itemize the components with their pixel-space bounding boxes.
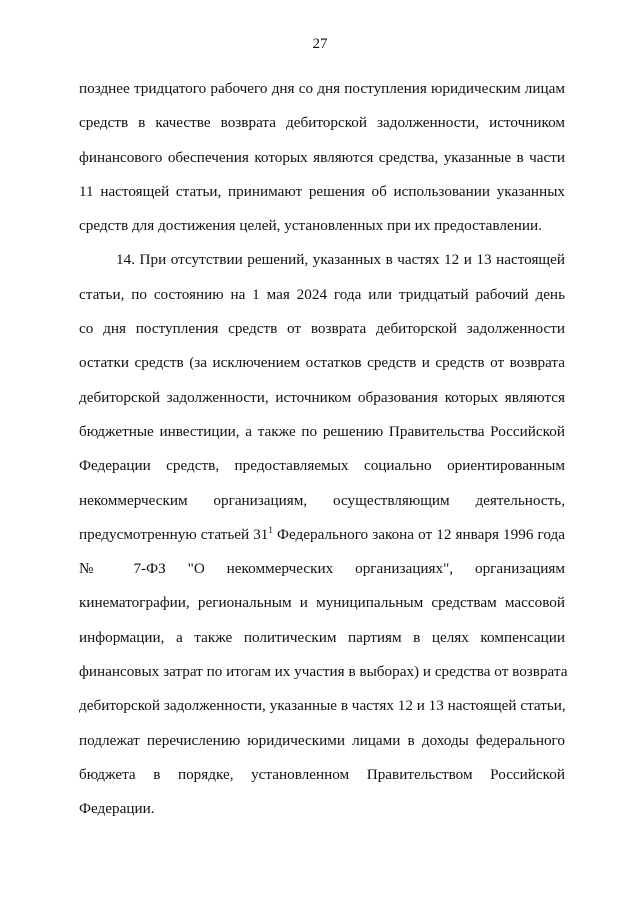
text-line: Федерации средств, предоставляемых социально ориентированным — [79, 457, 565, 475]
text-line: бюджета в порядке, установленном Правительством Российской — [79, 765, 565, 783]
text-line: подлежат перечислению юридическими лицами в доходы федерального — [79, 731, 565, 749]
superscript-marker: 1 — [268, 524, 273, 535]
document-body — [79, 72, 568, 827]
paragraph-14 — [79, 243, 568, 826]
text-line: средств в качестве возврата дебиторской задолженности, источником — [79, 114, 565, 132]
text-line: № 7-ФЗ "О некоммерческих организациях", организациям — [79, 560, 565, 578]
text-line: некоммерческим организациям, осуществляющим деятельность, — [79, 491, 565, 509]
text-line: информации, а также политическим партиям в целях компенсации — [79, 628, 565, 646]
text-line: дебиторской задолженности, источником образования которых являются — [79, 388, 565, 406]
text-line: дебиторской задолженности, указанные в частях 12 и 13 настоящей статьи, — [79, 697, 566, 715]
text-line: бюджетные инвестиции, а также по решению Правительства Российской — [79, 422, 565, 440]
text-line: статьи, по состоянию на 1 мая 2024 года или тридцатый рабочий день — [79, 285, 565, 303]
text-line: Федерации. — [79, 800, 155, 818]
text-line: средств для достижения целей, установленных при их предоставлении. — [79, 217, 542, 235]
text-line-with-footnote — [79, 518, 565, 552]
page-number: 27 — [312, 36, 328, 52]
text-segment: Федерального закона от 12 января 1996 года — [272, 525, 565, 543]
text-line: кинематографии, региональным и муниципальным средствам массовой — [79, 594, 565, 612]
text-line: со дня поступления средств от возврата дебиторской задолженности — [79, 320, 565, 338]
text-line: 11 настоящей статьи, принимают решения об использовании указанных — [79, 182, 565, 200]
text-segment: предусмотренную статьей 31 — [79, 525, 269, 543]
text-line: 14. При отсутствии решений, указанных в частях 12 и 13 настоящей — [116, 251, 565, 269]
text-line: остатки средств (за исключением остатков средств и средств от возврата — [79, 354, 565, 372]
text-line: финансовых затрат по итогам их участия в выборах) и средства от возврата — [79, 663, 568, 681]
text-line: финансового обеспечения которых являются средства, указанные в части — [79, 148, 565, 166]
paragraph-13-continuation — [79, 72, 565, 243]
text-line: позднее тридцатого рабочего дня со дня поступления юридическим лицам — [79, 80, 565, 97]
